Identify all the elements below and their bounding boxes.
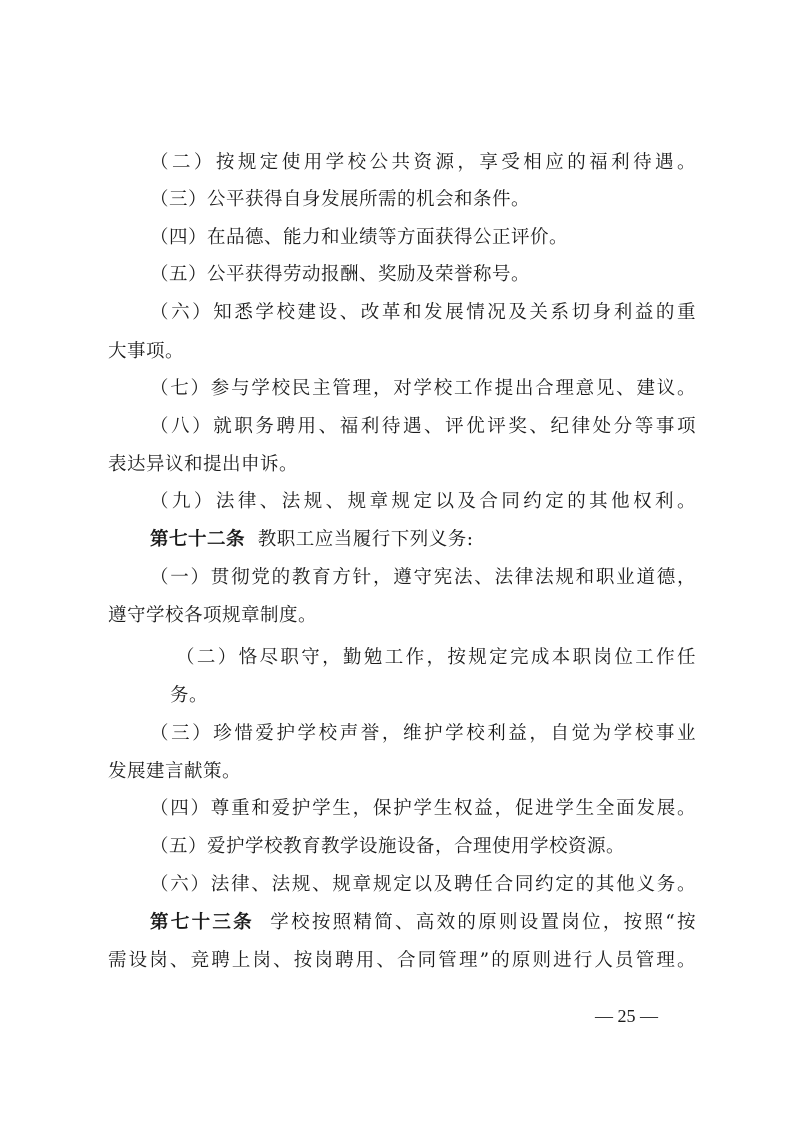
- paragraph-line: （二）按规定使用学校公共资源，享受相应的福利待遇。: [150, 152, 696, 173]
- paragraph-line: 表达异议和提出申诉。: [108, 454, 299, 475]
- paragraph-line: （三）公平获得自身发展所需的机会和条件。: [150, 189, 531, 210]
- paragraph-line: 发展建言献策。: [108, 761, 242, 782]
- paragraph-line: （四）在品德、能力和业绩等方面获得公正评价。: [150, 227, 569, 248]
- paragraph-line: 需设岗、竞聘上岗、按岗聘用、合同管理”的原则进行人员管理。: [108, 950, 696, 971]
- paragraph-line: （四）尊重和爱护学生，保护学生权益，促进学生全面发展。: [150, 798, 696, 819]
- paragraph-line: （五）爱护学校教育教学设施设备，合理使用学校资源。: [150, 836, 626, 857]
- paragraph-line: （二）恪尽职守，勤勉工作，按规定完成本职岗位工作任: [176, 647, 696, 668]
- page-number: — 25 —: [595, 1006, 658, 1026]
- paragraph-line: （三）珍惜爱护学校声誉，维护学校利益，自觉为学校事业: [150, 723, 696, 744]
- article-number: 第七十二条: [150, 529, 246, 550]
- paragraph-line: （五）公平获得劳动报酬、奖励及荣誉称号。: [150, 264, 531, 285]
- paragraph-line: （六）知悉学校建设、改革和发展情况及关系切身利益的重: [150, 302, 696, 323]
- paragraph-line: （九）法律、法规、规章规定以及合同约定的其他权利。: [150, 491, 696, 512]
- paragraph-line: （七）参与学校民主管理，对学校工作提出合理意见、建议。: [150, 378, 696, 399]
- paragraph-line: 务。: [170, 685, 209, 706]
- paragraph-line: 遵守学校各项规章制度。: [108, 605, 318, 626]
- article-number: 第七十三条: [150, 912, 254, 933]
- paragraph-line: 大事项。: [108, 341, 185, 362]
- article-73-heading: [150, 911, 696, 935]
- article-72-heading: [150, 528, 696, 552]
- paragraph-line: （八）就职务聘用、福利待遇、评优评奖、纪律处分等事项: [150, 416, 696, 437]
- article-text: 教职工应当履行下列义务:: [257, 529, 474, 550]
- paragraph-line: （一）贯彻党的教育方针，遵守宪法、法律法规和职业道德，: [150, 567, 696, 588]
- article-text: 学校按照精简、高效的原则设置岗位，按照“按: [270, 912, 696, 933]
- paragraph-line: （六）法律、法规、规章规定以及聘任合同约定的其他义务。: [150, 874, 696, 895]
